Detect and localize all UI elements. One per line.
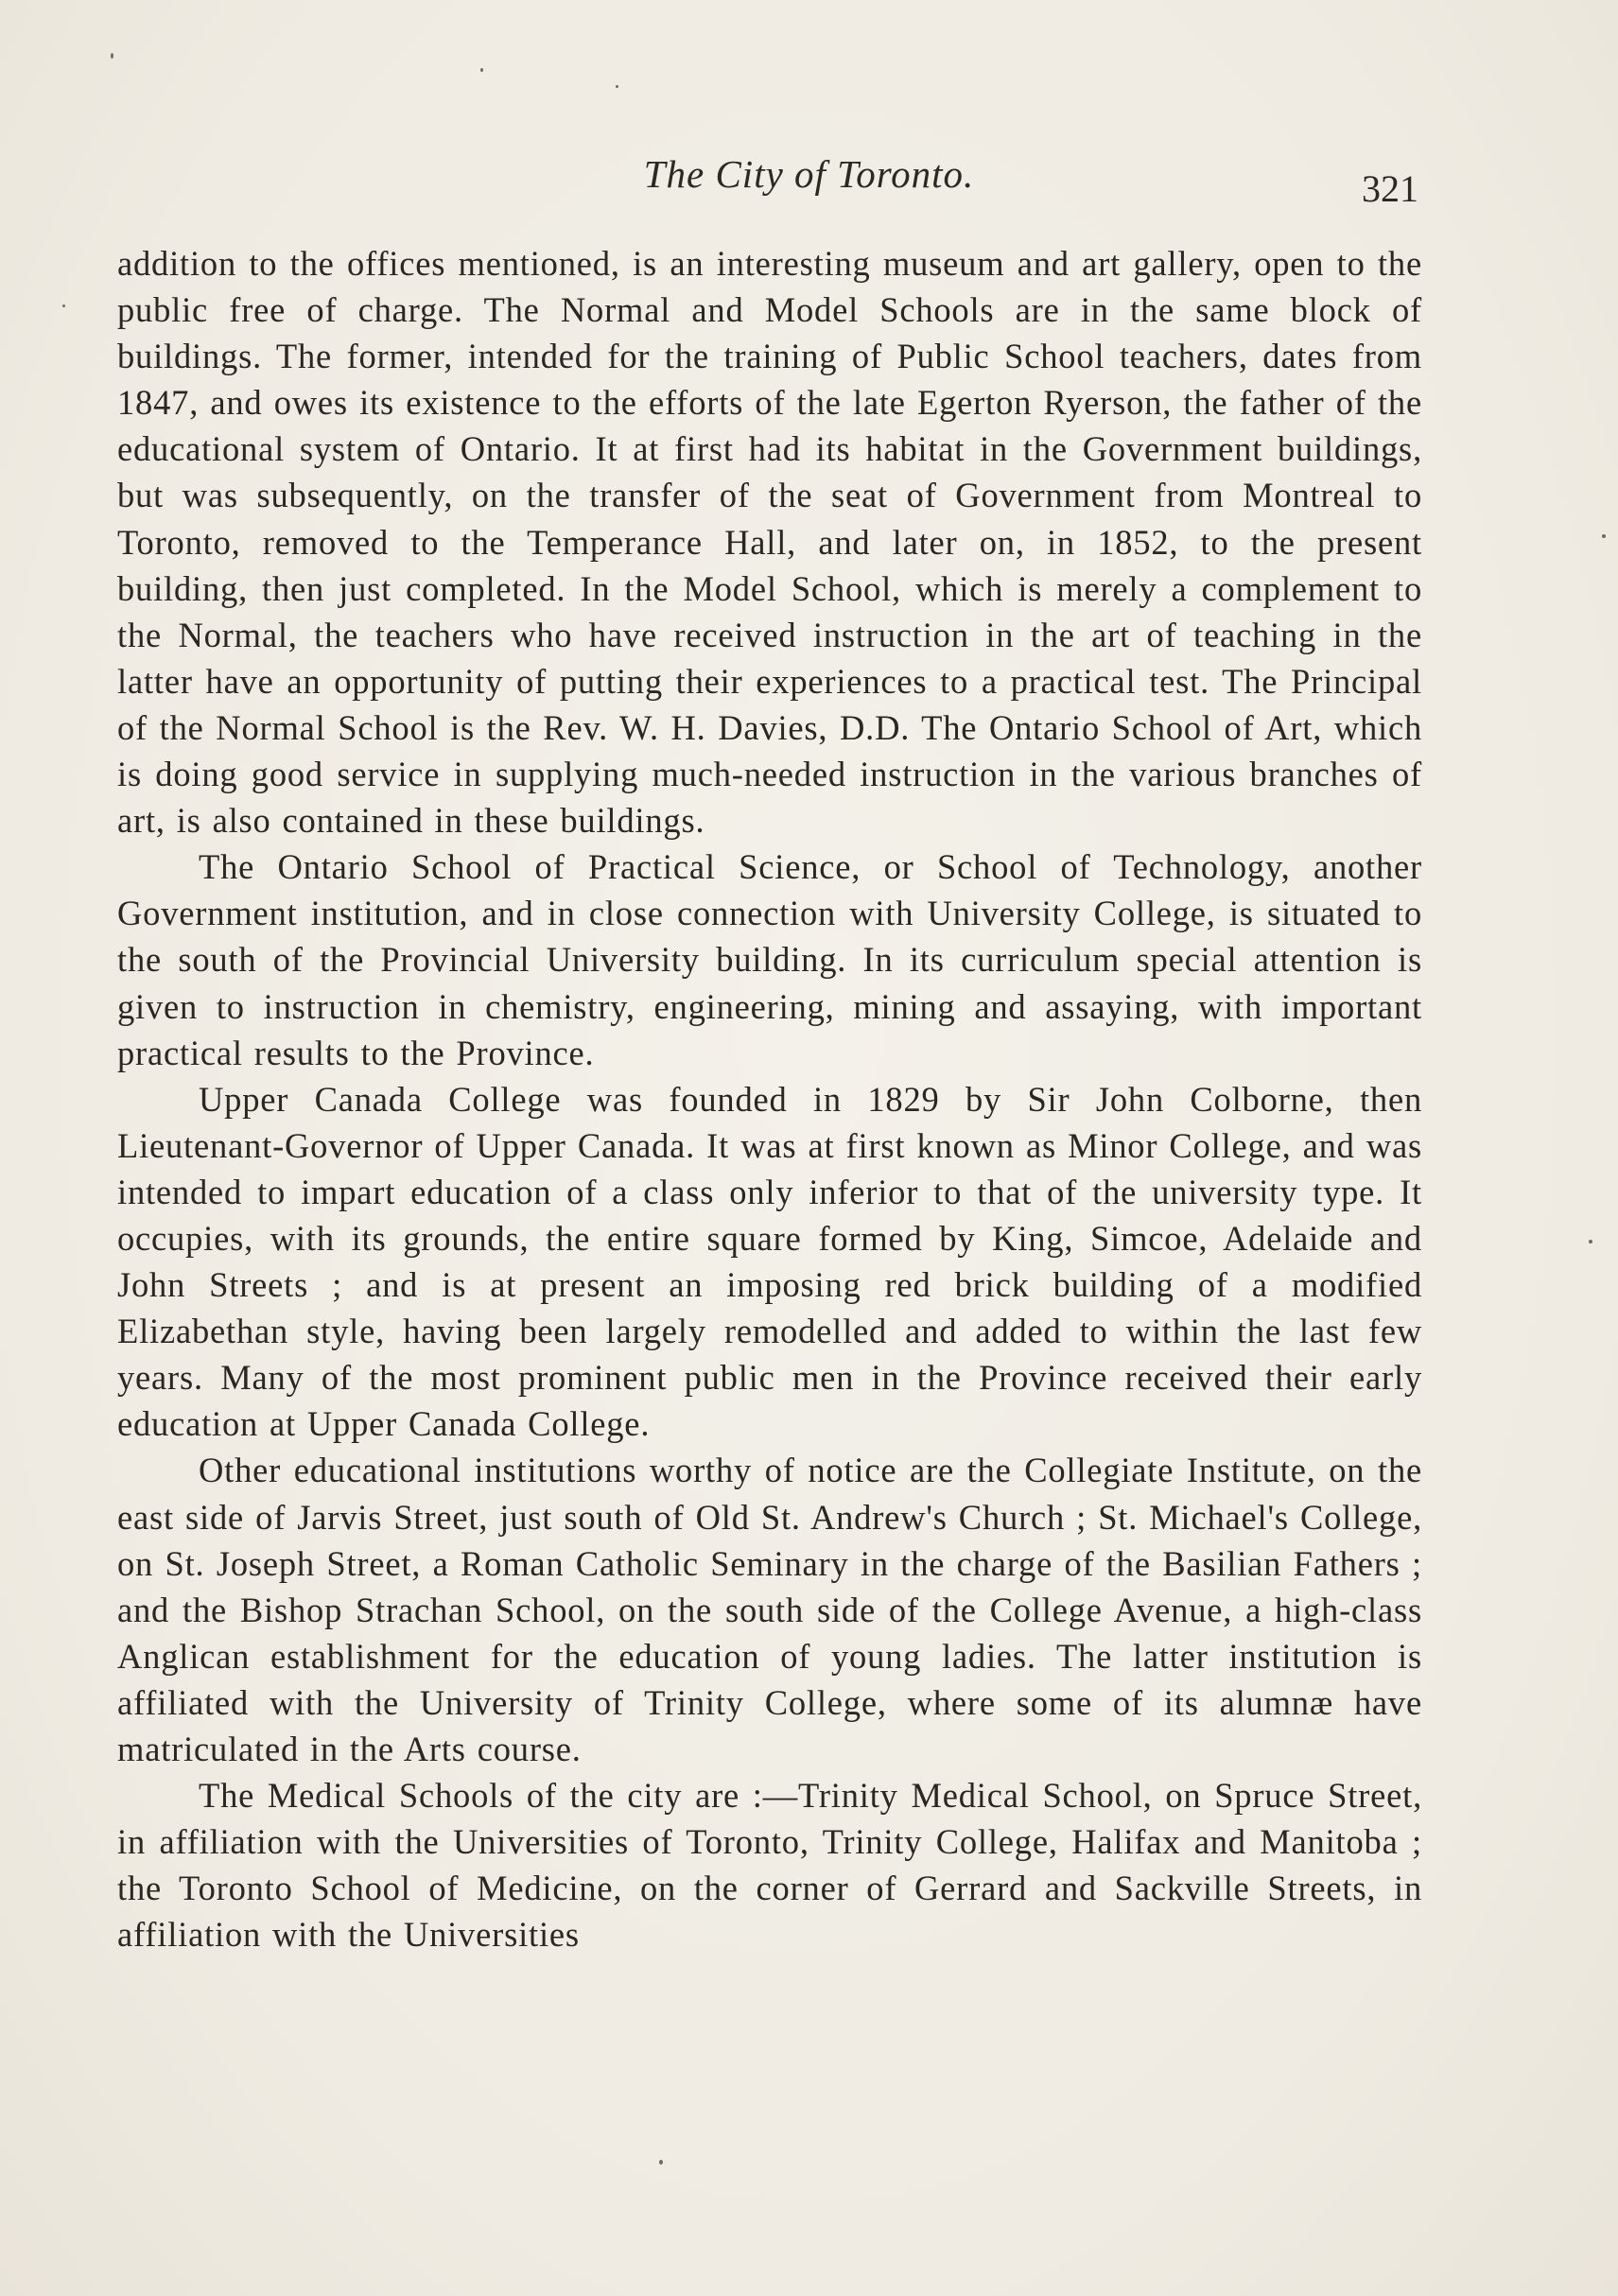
- running-title: The City of Toronto.: [643, 152, 975, 196]
- paper-speck: [1589, 1240, 1592, 1244]
- paper-speck: [659, 2160, 663, 2165]
- body-text: [117, 240, 1422, 1957]
- page-number: 321: [1362, 167, 1418, 210]
- paper-speck: [62, 304, 65, 307]
- paragraph: The Ontario School of Practical Science, or School of Technology, another Government institution, and in close connection with University College, is situated to the south of the Provincial University building. In its curriculum special attention is given to instruction in chemistry, engineering, mining and assaying, with important practical results to the Province.: [117, 847, 1422, 1072]
- paragraph: addition to the offices mentioned, is an interesting museum and art gallery, open to the public free of charge. The Normal and Model Schools are in the same block of buildings. The former, intended for the training of Public School teachers, dates from 1847, and owes its existence to the efforts of the late Egerton Ryerson, the father of the educational system of Ontario. It at first had its habitat in the Government buildings, but was subsequently, on the transfer of the seat of Government from Montreal to Toronto, removed to the Temperance Hall, and later on, in 1852, to the present building, then just completed. In the Model School, which is merely a complement to the Normal, the teachers who have received instruction in the art of teaching in the latter have an opportunity of putting their experiences to a practical test. The Principal of the Normal School is the Rev. W. H. Davies, D.D. The Ontario School of Art, which is doing good service in supplying much-needed instruction in the various branches of art, is also contained in these buildings.: [117, 244, 1422, 841]
- paragraph: Upper Canada College was founded in 1829 by Sir John Colborne, then Lieutenant-Governor of Upper Canada. It was at first known as Minor College, and was intended to impart education of a class only inferior to that of the university type. It occupies, with its grounds, the entire square formed by King, Simcoe, Adelaide and John Streets ; and is at present an imposing red brick building of a modified Elizabethan style, having been largely remodelled and added to within the last few years. Many of the most prominent public men in the Province received their early education at Upper Canada College.: [117, 1079, 1422, 1444]
- paper-speck: [616, 85, 618, 88]
- paragraph: Other educational institutions worthy of notice are the Collegiate Institute, on the east side of Jarvis Street, just south of Old St. Andrew's Church ; St. Michael's College, on St. Joseph Street, a Roman Catholic Seminary in the charge of the Basilian Fathers ; and the Bishop Strachan School, on the south side of the College Avenue, a high-class Anglican establishment for the education of young ladies. The latter institution is affiliated with the University of Trinity College, where some of its alumnæ have matriculated in the Arts course.: [117, 1451, 1422, 1768]
- paper-speck: [480, 68, 483, 72]
- paper-speck: [1602, 534, 1606, 538]
- paper-speck: [111, 53, 113, 59]
- paragraph: The Medical Schools of the city are :—Trinity Medical School, on Spruce Street, in affiliation with the Universities of Toronto, Trinity College, Halifax and Manitoba ; the Toronto School of Medicine, on the corner of Gerrard and Sackville Streets, in affiliation with the Universities: [117, 1776, 1422, 1955]
